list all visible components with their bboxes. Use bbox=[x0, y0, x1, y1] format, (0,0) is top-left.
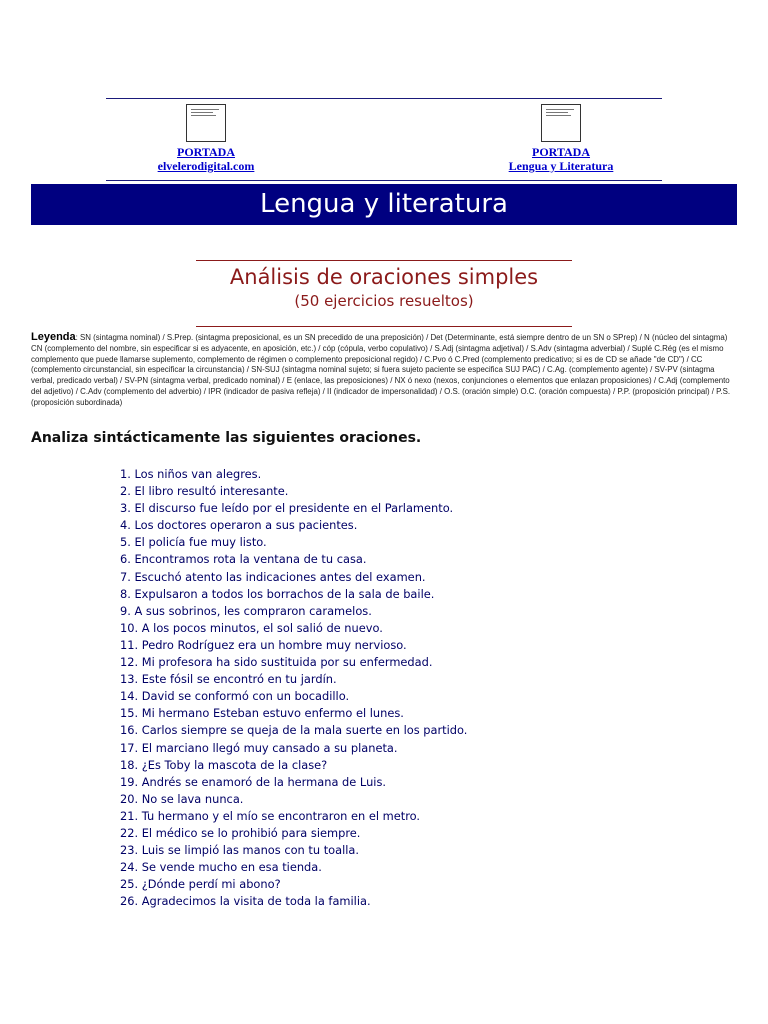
list-item: 4. Los doctores operaron a sus pacientes. bbox=[120, 518, 358, 533]
list-item: 17. El marciano llegó muy cansado a su planeta. bbox=[120, 740, 398, 755]
list-item: 20. No se lava nunca. bbox=[120, 791, 244, 806]
list-item: 5. El policía fue muy listo. bbox=[120, 535, 267, 550]
header-right-link-block bbox=[501, 104, 621, 173]
list-item: 23. Luis se limpió las manos con tu toalla. bbox=[120, 843, 360, 858]
legend-label: Leyenda bbox=[31, 331, 76, 343]
header-bottom-divider bbox=[106, 180, 662, 181]
lengua-literatura-link[interactable]: Lengua y Literatura bbox=[508, 159, 614, 173]
list-item: 24. Se vende mucho en esa tienda. bbox=[120, 860, 322, 875]
list-item: 9. A sus sobrinos, les compraron caramelos. bbox=[120, 603, 372, 618]
list-item: 7. Escuchó atento las indicaciones antes del examen. bbox=[120, 569, 426, 584]
list-item: 1. Los niños van alegres. bbox=[120, 467, 262, 481]
list-item: 2. El libro resultó interesante. bbox=[120, 484, 289, 499]
elvelerodigital-link[interactable]: elvelerodigital.com bbox=[157, 159, 255, 173]
list-item: 15. Mi hermano Esteban estuvo enfermo el lunes. bbox=[120, 706, 404, 721]
list-item: 18. ¿Es Toby la mascota de la clase? bbox=[120, 757, 328, 772]
list-item: 16. Carlos siempre se queja de la mala suerte en los partido. bbox=[120, 723, 468, 738]
list-item: 12. Mi profesora ha sido sustituida por su enfermedad. bbox=[120, 655, 433, 670]
list-item: 26. Agradecimos la visita de toda la familia. bbox=[120, 894, 371, 909]
legend-paragraph bbox=[31, 332, 737, 409]
list-item: 21. Tu hermano y el mío se encontraron en el metro. bbox=[120, 808, 421, 823]
list-item: 25. ¿Dónde perdí mi abono? bbox=[120, 877, 281, 892]
title-bottom-divider bbox=[196, 326, 572, 327]
title-top-divider bbox=[196, 260, 572, 261]
exercise-instruction: Analiza sintácticamente las siguientes oraciones. bbox=[31, 430, 422, 446]
list-item: 8. Expulsaron a todos los borrachos de la sala de baile. bbox=[120, 586, 435, 601]
page-subtitle: (50 ejercicios resueltos) bbox=[294, 292, 474, 310]
portada-link-lengua[interactable]: PORTADA bbox=[531, 145, 591, 159]
portada-thumbnail-icon[interactable] bbox=[186, 104, 226, 142]
page-banner: Lengua y literatura bbox=[31, 184, 737, 225]
list-item: 6. Encontramos rota la ventana de tu casa. bbox=[120, 552, 367, 567]
portada-thumbnail-icon[interactable] bbox=[541, 104, 581, 142]
list-item: 14. David se conformó con un bocadillo. bbox=[120, 689, 350, 704]
header-left-link-block bbox=[146, 104, 266, 173]
list-item: 11. Pedro Rodríguez era un hombre muy nervioso. bbox=[120, 637, 407, 652]
list-item: 22. El médico se lo prohibió para siempre. bbox=[120, 825, 361, 840]
list-item: 3. El discurso fue leído por el presidente en el Parlamento. bbox=[120, 501, 454, 516]
sentence-list bbox=[120, 466, 467, 910]
top-divider bbox=[106, 98, 662, 99]
list-item: 13. Este fósil se encontró en tu jardín. bbox=[120, 672, 337, 687]
list-item: 10. A los pocos minutos, el sol salió de nuevo. bbox=[120, 620, 383, 635]
portada-link-elvelero[interactable]: PORTADA bbox=[176, 145, 236, 159]
page-title: Análisis de oraciones simples bbox=[229, 265, 539, 289]
legend-text: : SN (sintagma nominal) / S.Prep. (sintagma preposicional, es un SN precedido de una preposición) / Det (Determinante, está siempre dentro de un SN o SPrep) / N (núcleo del sintagma) CN (complemento del nombre, sin especificar si es adyacente, en aposición, etc.) / cóp (cópula, verbo copulativo) / S.Adj (sintagma adjetival) / S.Adv (sintagma adverbial) / Suplé C.Rég (es el mismo complemento que puede llamarse suplemento, complemento de régimen o complemento preposicional regido) / C.Pvo ó C.Pred (complemento predicativo; si es de CD se añade "de CD") / CC (complemento circunstancial, sin especificar la circunstancia) / SN-SUJ (sintagma nominal sujeto; si fuera sujeto paciente se especifica SUJ PAC) / C.Ag. (complemento agente) / SV-PV (sintagma verbal, predicado verbal) / SV-PN (sintagma verbal, predicado nominal) / E (enlace, las preposiciones) / NX ó nexo (nexos, conjunciones o elementos que enlazan proposiciones) / C.Adj (complemento del adjetivo) / C.Adv (complemento del adverbio) / IPR (indicador de pasiva refleja) / II (indicador de impersonalidad) / O.S. (oración simple) O.C. (oración compuesta) / P.P. (proposición principal) / P.S. (proposición subordinada) bbox=[31, 333, 731, 407]
list-item: 19. Andrés se enamoró de la hermana de Luis. bbox=[120, 774, 387, 789]
